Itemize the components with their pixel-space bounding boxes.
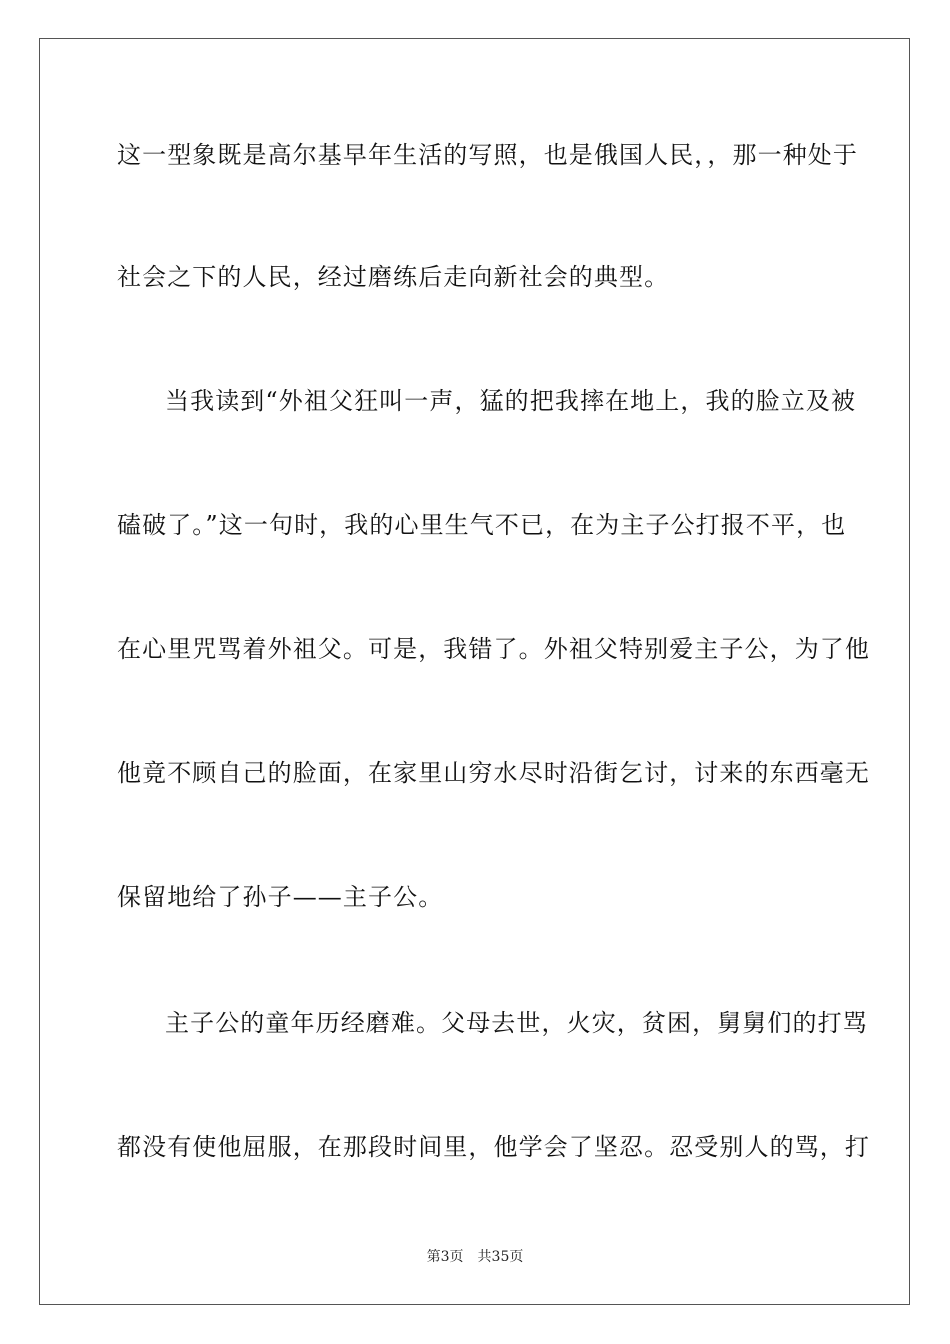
text-line-1: 这一型象既是高尔基早年生活的写照，也是俄国人民，，那一种处于 (117, 141, 858, 169)
text-line-5: 在心里咒骂着外祖父。可是，我错了。外祖父特别爱主子公，为了他 (117, 635, 870, 663)
text-line-9: 都没有使他屈服，在那段时间里，他学会了坚忍。忍受别人的骂，打 (117, 1133, 870, 1161)
page-number: 第3页 (426, 1249, 464, 1265)
text-line-2: 社会之下的人民，经过磨练后走向新社会的典型。 (117, 263, 670, 291)
text-line-8: 主子公的童年历经磨难。父母去世，火灾，贫困，舅舅们的打骂 (165, 1009, 868, 1037)
page-footer (0, 1248, 950, 1266)
page-border (39, 38, 910, 1305)
text-line-3: 当我读到“外祖父狂叫一声，猛的把我摔在地上，我的脸立及被 (165, 387, 857, 415)
text-line-7: 保留地给了孙子——主子公。 (117, 883, 444, 911)
text-line-6: 他竟不顾自己的脸面，在家里山穷水尽时沿街乞讨，讨来的东西毫无 (117, 759, 870, 787)
page-total: 共35页 (477, 1249, 524, 1265)
text-line-4: 磕破了。”这一句时，我的心里生气不已，在为主子公打报不平，也 (117, 511, 847, 539)
